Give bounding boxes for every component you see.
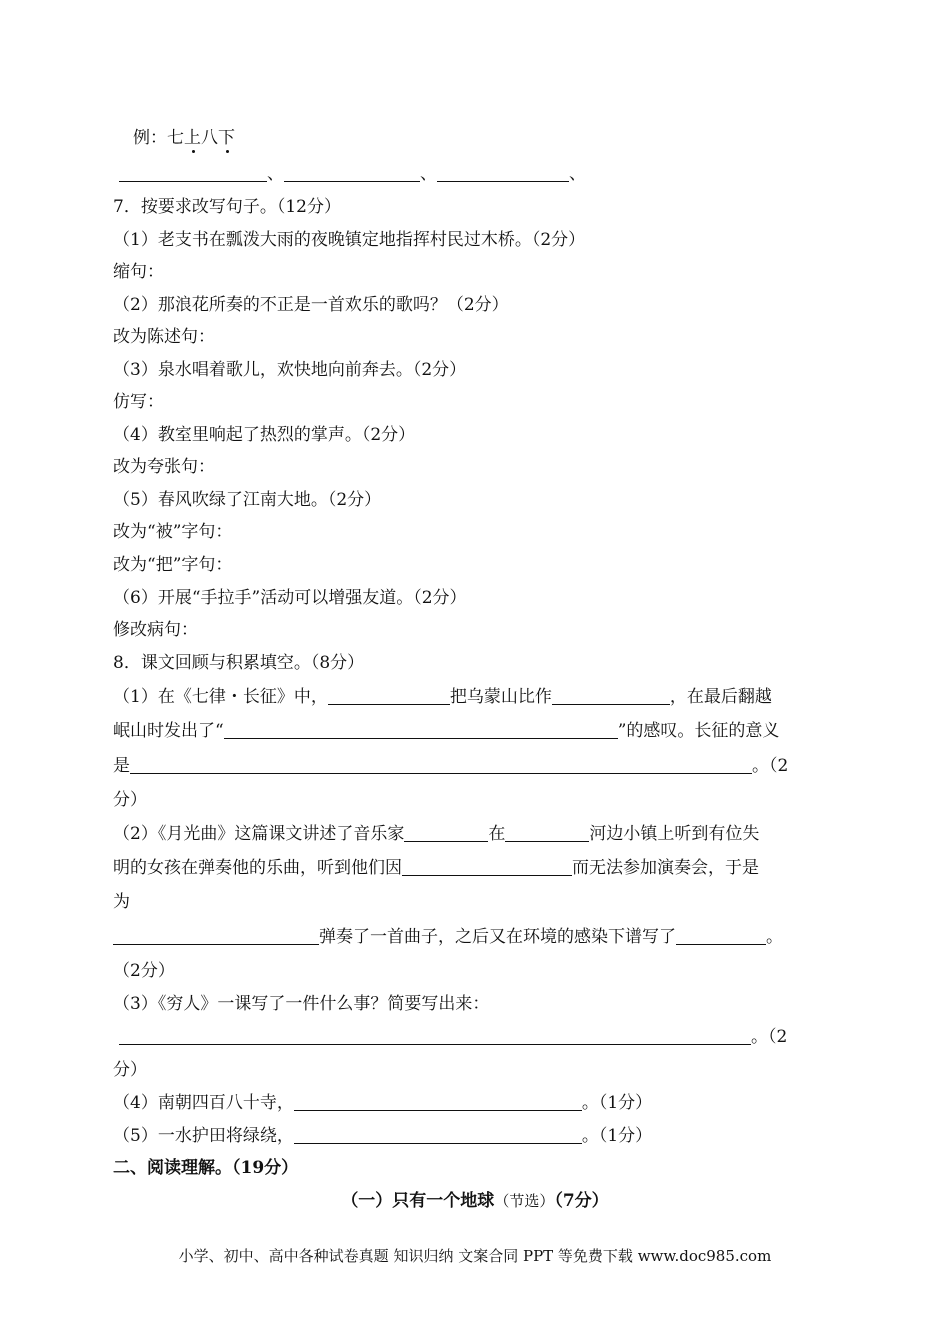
example-line	[133, 127, 235, 149]
section-heading: 二、阅读理解。（19分）	[113, 1158, 299, 1178]
q7-heading: 7．按要求改写句子。（12分）	[113, 197, 341, 217]
example-char-dotted: 下	[218, 128, 235, 148]
q7-prompt: 改为陈述句：	[113, 327, 215, 347]
q7-prompt: 缩句：	[113, 262, 164, 282]
answer-blank[interactable]	[404, 823, 488, 842]
q8-p2-line2: 明的女孩在弹奏他的乐曲，听到他们因 而无法参加演奏会，于是	[113, 858, 759, 878]
answer-blank[interactable]	[284, 163, 420, 182]
q8-p3-score: 分）	[113, 1060, 147, 1080]
q8-p1-line1: （1）在《七律・长征》中， 把乌蒙山比作 ，在最后翻越	[113, 687, 772, 707]
example-prefix: 例：	[133, 128, 167, 148]
q7-item: （4）教室里响起了热烈的掌声。（2分）	[113, 425, 416, 445]
answer-blank[interactable]	[402, 857, 572, 876]
answer-blank[interactable]	[505, 823, 589, 842]
q8-p2-score: （2分）	[113, 961, 175, 981]
q7-item: （3）泉水唱着歌儿，欢快地向前奔去。（2分）	[113, 360, 467, 380]
q7-item: （5）春风吹绿了江南大地。（2分）	[113, 490, 382, 510]
answer-blank[interactable]	[294, 1125, 582, 1144]
q7-prompt: 仿写：	[113, 392, 164, 412]
q8-p2-line3: 为	[113, 892, 130, 912]
q7-prompt: 改为“被”字句：	[113, 522, 233, 542]
q8-p2-line4: 弹奏了一首曲子，之后又在环境的感染下谱写了 。	[113, 926, 783, 948]
q8-p5: （5）一水护田将绿绕， 。（1分）	[113, 1126, 653, 1146]
q8-heading: 8．课文回顾与积累填空。（8分）	[113, 653, 365, 673]
q8-p4: （4）南朝四百八十寺， 。（1分）	[113, 1093, 653, 1113]
q8-p1-line2: 岷山时发出了“ ”的感叹。长征的意义	[113, 721, 780, 741]
q8-p3-question: （3）《穷人》一课写了一件什么事？简要写出来：	[113, 994, 490, 1014]
q7-prompt: 修改病句：	[113, 620, 198, 640]
answer-blank[interactable]	[437, 163, 569, 182]
answer-blank[interactable]	[119, 163, 267, 182]
q7-item: （1）老支书在瓢泼大雨的夜晚镇定地指挥村民过木桥。（2分）	[113, 230, 586, 250]
answer-blank[interactable]	[328, 686, 450, 705]
q8-p2-line1: （2）《月光曲》这篇课文讲述了音乐家 在 河边小镇上听到有位失	[113, 824, 760, 844]
q8-p1-line3: 是 。（2	[113, 756, 789, 776]
q7-item: （2）那浪花所奏的不正是一首欢乐的歌吗？（2分）	[113, 295, 509, 315]
q7-prompt: 改为“把”字句：	[113, 555, 233, 575]
answer-blank[interactable]	[119, 1026, 751, 1045]
example-char: 八	[201, 128, 218, 148]
reading-title: （一）只有一个地球（节选）（7分）	[341, 1191, 609, 1211]
answer-blank[interactable]	[552, 686, 670, 705]
example-char-dotted: 上	[184, 128, 201, 148]
q8-p3-answer: 。（2	[119, 1026, 787, 1048]
example-blanks: 、 、 、	[119, 163, 586, 185]
q8-p1-score: 分）	[113, 790, 147, 810]
page-footer: 小学、初中、高中各种试卷真题 知识归纳 文案合同 PPT 等免费下载 www.doc985.com	[178, 1247, 772, 1265]
answer-blank[interactable]	[130, 755, 752, 774]
example-char: 七	[167, 128, 184, 148]
answer-blank[interactable]	[294, 1092, 582, 1111]
q7-prompt: 改为夸张句：	[113, 457, 215, 477]
answer-blank[interactable]	[113, 926, 319, 945]
q7-item: （6）开展“手拉手”活动可以增强友道。（2分）	[113, 588, 467, 608]
answer-blank[interactable]	[224, 720, 618, 739]
answer-blank[interactable]	[676, 926, 766, 945]
